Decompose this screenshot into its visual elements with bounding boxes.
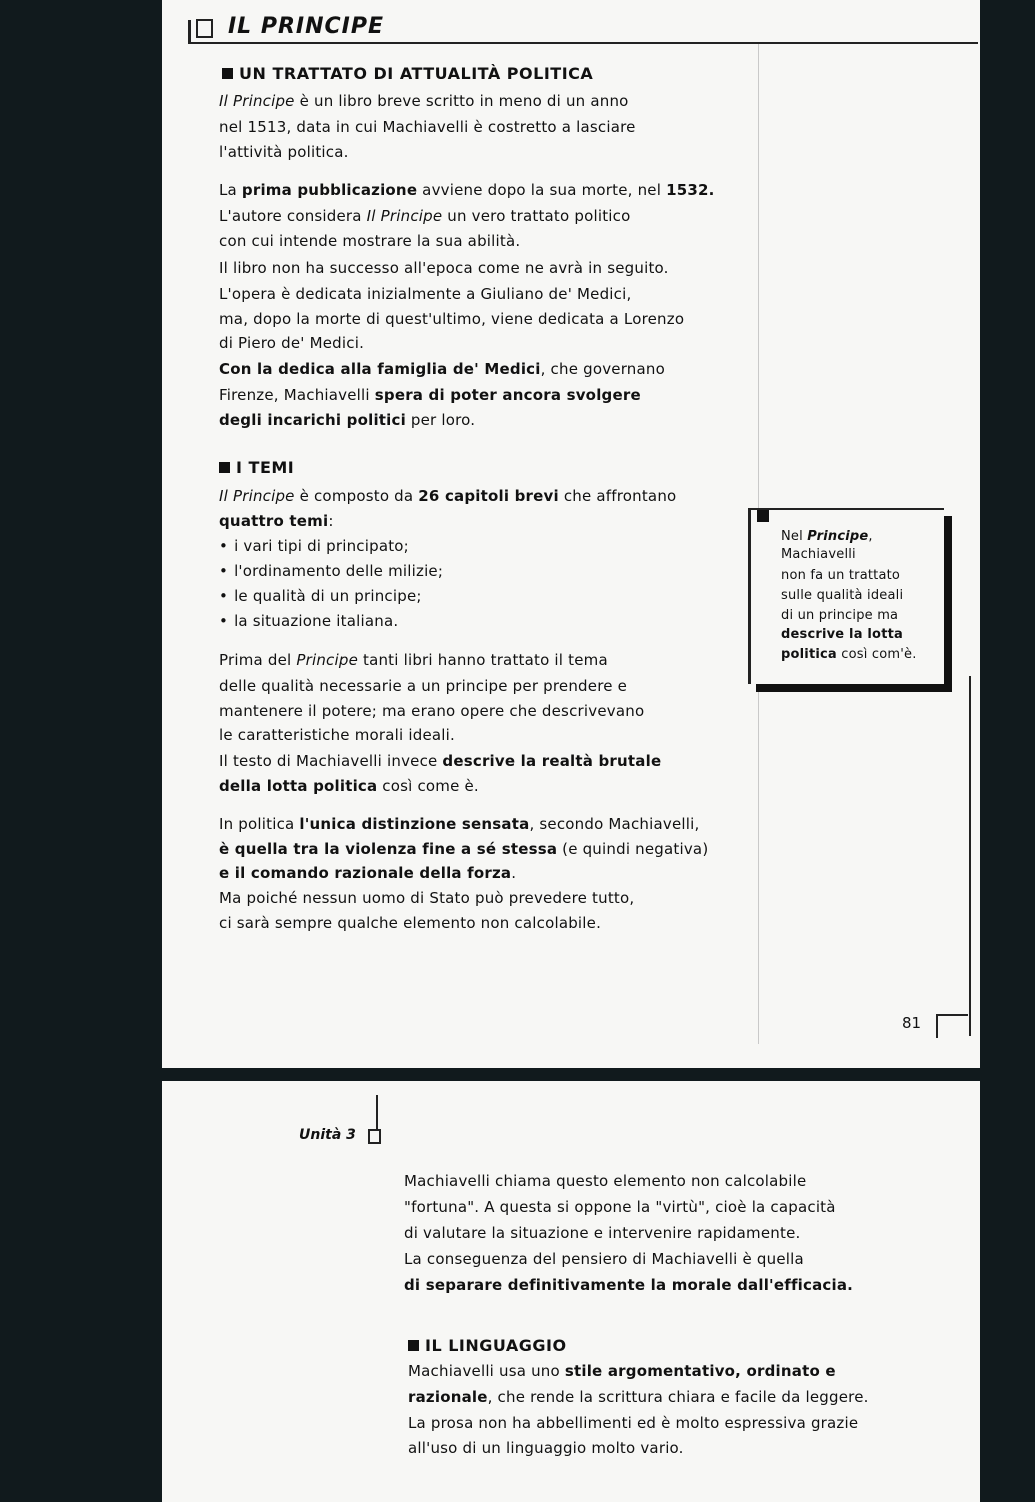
text-line: Con la dedica alla famiglia de' Medici, che governano	[219, 360, 665, 378]
list-item: • la situazione italiana.	[219, 611, 398, 631]
text-line: Ma poiché nessun uomo di Stato può prevedere tutto,	[219, 889, 635, 907]
text-line: Il Principe è composto da 26 capitoli brevi che affrontano	[219, 487, 677, 505]
text-line: L'autore considera Il Principe un vero trattato politico	[219, 207, 631, 225]
note-line: Machiavelli	[781, 547, 856, 562]
text-line: Il libro non ha successo all'epoca come ne avrà in seguito.	[219, 259, 669, 277]
page-82	[162, 1081, 980, 1502]
text-line: In politica l'unica distinzione sensata, secondo Machiavelli,	[219, 815, 700, 833]
text-line: mantenere il potere; ma erano opere che descrivevano	[219, 702, 645, 720]
header-box-icon	[196, 19, 213, 38]
text-line: quattro temi:	[219, 512, 334, 530]
text-line: Prima del Principe tanti libri hanno trattato il tema	[219, 651, 608, 669]
page-title: IL PRINCIPE	[228, 14, 385, 39]
text-line: ci sarà sempre qualche elemento non calcolabile.	[219, 914, 602, 932]
text-line: L'opera è dedicata inizialmente a Giuliano de' Medici,	[219, 285, 632, 303]
text-line: delle qualità necessarie a un principe per prendere e	[219, 677, 628, 695]
section-heading-linguaggio: IL LINGUAGGIO	[408, 1336, 567, 1356]
text-line: Il testo di Machiavelli invece descrive la realtà brutale	[219, 752, 662, 770]
text-line: La prosa non ha abbellimenti ed è molto espressiva grazie	[408, 1414, 859, 1432]
header-rule	[188, 42, 978, 44]
text-line: e il comando razionale della forza.	[219, 864, 517, 882]
page-81	[162, 0, 980, 1068]
note-line: di un principe ma	[781, 608, 899, 623]
square-bullet-icon	[408, 1340, 419, 1351]
page-number: 81	[902, 1014, 922, 1032]
text-line: le caratteristiche morali ideali.	[219, 726, 455, 744]
list-item: • l'ordinamento delle milizie;	[219, 561, 443, 581]
note-line: sulle qualità ideali	[781, 588, 904, 603]
text-line: La conseguenza del pensiero di Machiavelli è quella	[404, 1250, 804, 1268]
text-line: l'attività politica.	[219, 143, 349, 161]
text-line: di separare definitivamente la morale dall'efficacia.	[404, 1276, 854, 1294]
list-item: • i vari tipi di principato;	[219, 536, 409, 556]
text-line: Machiavelli chiama questo elemento non calcolabile	[404, 1172, 807, 1190]
note-line: politica così com'è.	[781, 647, 917, 662]
text-line: con cui intende mostrare la sua abilità.	[219, 232, 521, 250]
text-line: è quella tra la violenza fine a sé stessa (e quindi negativa)	[219, 840, 709, 858]
list-item: • le qualità di un principe;	[219, 586, 422, 606]
text-line: di Piero de' Medici.	[219, 334, 365, 352]
section-heading-trattato: UN TRATTATO DI ATTUALITÀ POLITICA	[222, 64, 593, 84]
text-line: di valutare la situazione e intervenire rapidamente.	[404, 1224, 801, 1242]
unit-box-icon	[368, 1129, 381, 1144]
text-line: ma, dopo la morte di quest'ultimo, viene dedicata a Lorenzo	[219, 310, 685, 328]
note-line: non fa un trattato	[781, 568, 901, 583]
text-line: Firenze, Machiavelli spera di poter ancora svolgere	[219, 386, 641, 404]
note-line: Nel Principe,	[781, 529, 873, 544]
square-bullet-icon	[219, 462, 230, 473]
unit-label: Unità 3	[299, 1127, 356, 1143]
text-line: nel 1513, data in cui Machiavelli è costretto a lasciare	[219, 118, 636, 136]
page-corner-bracket	[936, 1014, 968, 1038]
note-line: descrive la lotta	[781, 627, 903, 642]
right-edge-rule	[969, 676, 971, 1036]
text-line: La prima pubblicazione avviene dopo la sua morte, nel 1532.	[219, 181, 715, 199]
text-line: Il Principe è un libro breve scritto in meno di un anno	[219, 92, 629, 110]
text-line: della lotta politica così come è.	[219, 777, 479, 795]
box-corner-marker	[757, 510, 769, 522]
text-line: "fortuna". A questa si oppone la "virtù", cioè la capacità	[404, 1198, 836, 1216]
side-note-box	[748, 508, 944, 684]
text-line: razionale, che rende la scrittura chiara e facile da leggere.	[408, 1388, 869, 1406]
text-line: degli incarichi politici per loro.	[219, 411, 476, 429]
unit-rule	[376, 1095, 378, 1131]
text-line: all'uso di un linguaggio molto vario.	[408, 1439, 684, 1457]
text-line: Machiavelli usa uno stile argomentativo, ordinato e	[408, 1362, 836, 1380]
square-bullet-icon	[222, 68, 233, 79]
header-bar	[188, 20, 191, 44]
section-heading-temi: I TEMI	[219, 458, 294, 478]
